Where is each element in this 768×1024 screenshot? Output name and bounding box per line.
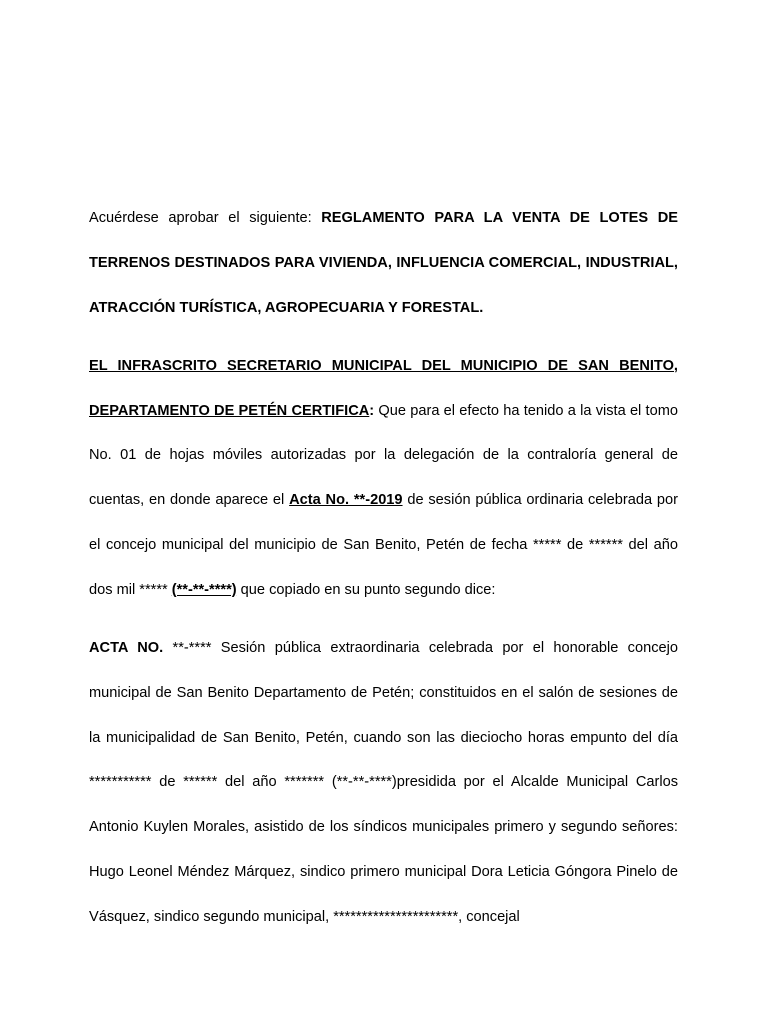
certification-text-1: Que para el efecto ha tenido a la vista el tomo No. 01 de hojas móviles autorizadas por la delegación de la contraloría general de cuentas, en donde aparece el xyxy=(89,402,678,509)
acta-reference: Acta No. **-2019 xyxy=(289,492,403,509)
acta-label: ACTA NO. xyxy=(89,639,164,656)
certification-heading: EL INFRASCRITO SECRETARIO MUNICIPAL DEL MUNICIPIO DE SAN BENITO, DEPARTAMENTO DE PETÉN CERTIFICA xyxy=(89,357,678,419)
intro-paragraph xyxy=(89,196,678,330)
acta-paragraph xyxy=(89,626,678,940)
intro-text: Acuérdese aprobar el siguiente: xyxy=(89,210,322,226)
certification-colon: : xyxy=(369,402,375,419)
acta-text: **-**** Sesión pública extraordinaria celebrada por el honorable concejo municipal de San Benito Departamento de Petén; constituidos en el salón de sesiones de la municipalidad de San Benito, Petén, cuando son las dieciocho horas empunto del día *********** de ****** del año ******* (**-**-****)presidida por el Alcalde Municipal Carlos Antonio Kuylen Morales, asistido de los síndicos municipales primero y segundo señores: Hugo Leonel Méndez Márquez, sindico primero municipal Dora Leticia Góngora Pinelo de Vásquez, sindico segundo municipal, **********************, concejal xyxy=(89,639,678,925)
document-page xyxy=(89,196,678,940)
date-reference: (**-**-****) xyxy=(171,581,237,598)
certification-text-2: de sesión pública ordinaria celebrada por el concejo municipal del municipio de San Benito, Petén de fecha ***** de ****** del año dos mil ***** xyxy=(89,492,679,598)
certification-paragraph xyxy=(89,344,678,613)
regulation-title: REGLAMENTO PARA LA VENTA DE LOTES DE TERRENOS DESTINADOS PARA VIVIENDA, INFLUENCIA COMERCIAL, INDUSTRIAL, ATRACCIÓN TURÍSTICA, AGROPECUARIA Y FORESTAL. xyxy=(89,210,678,316)
certification-text-3: que copiado en su punto segundo dice: xyxy=(236,581,496,598)
